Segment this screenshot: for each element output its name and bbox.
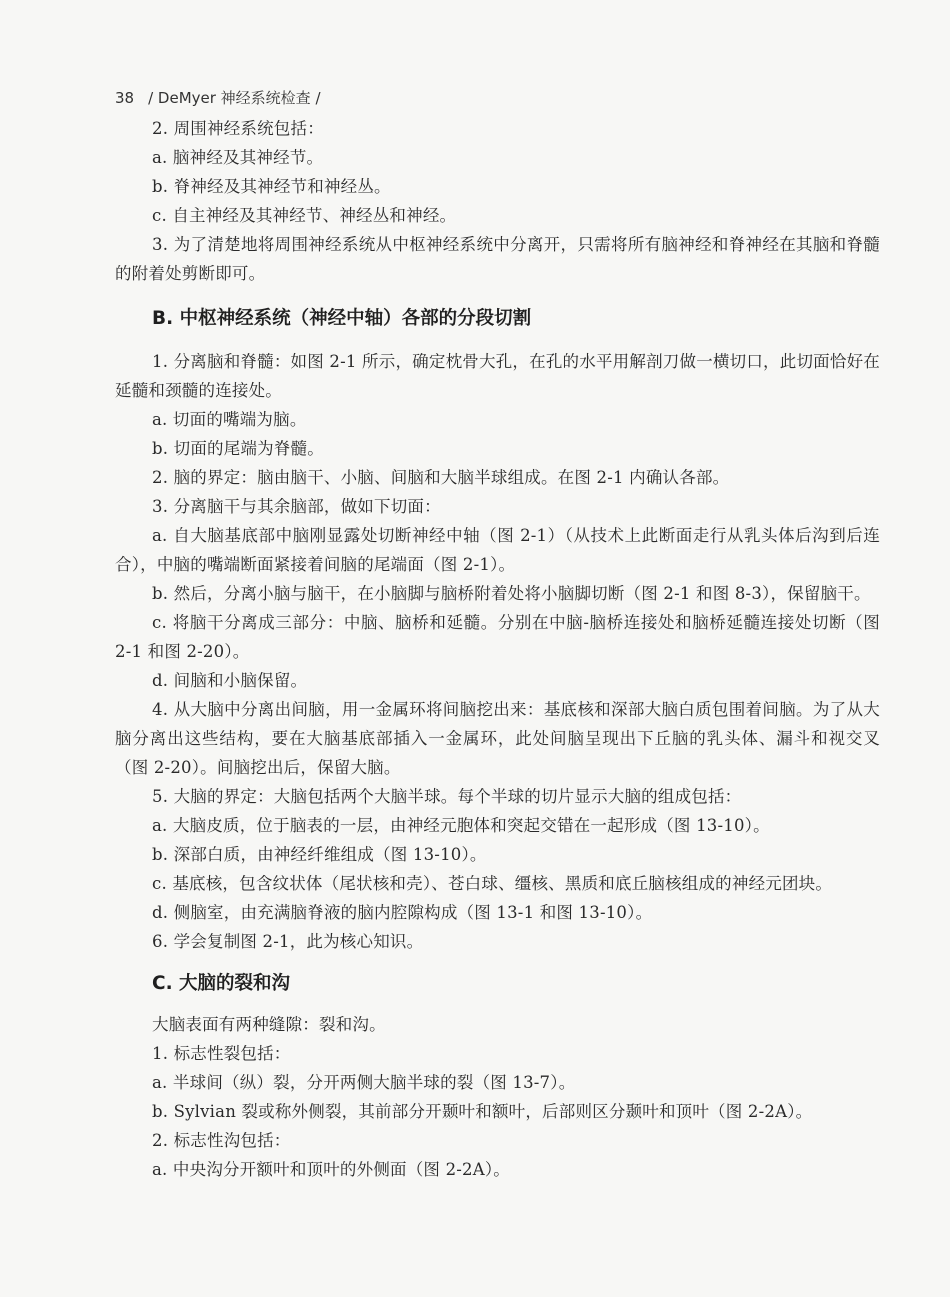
paragraph: c. 自主神经及其神经节、神经丛和神经。 <box>152 206 457 225</box>
paragraph: a. 脑神经及其神经节。 <box>152 148 324 167</box>
paragraph: 6. 学会复制图 2-1，此为核心知识。 <box>152 932 424 951</box>
section-heading-c: C. 大脑的裂和沟 <box>152 973 291 994</box>
paragraph: 2. 脑的界定：脑由脑干、小脑、间脑和大脑半球组成。在图 2-1 内确认各部。 <box>152 468 730 487</box>
paragraph: b. Sylvian 裂或称外侧裂，其前部分开颞叶和额叶，后部则区分颞叶和顶叶（图 2-2A）。 <box>152 1102 813 1121</box>
paragraph: 3. 为了清楚地将周围神经系统从中枢神经系统中分离开，只需将所有脑神经和脊神经在其脑和脊髓的附着处剪断即可。 <box>115 235 880 283</box>
paragraph: b. 然后，分离小脑与脑干，在小脑脚与脑桥附着处将小脑脚切断（图 2-1 和图 8-3），保留脑干。 <box>152 584 871 603</box>
paragraph: c. 基底核，包含纹状体（尾状核和壳）、苍白球、缰核、黑质和底丘脑核组成的神经元团块。 <box>152 874 833 893</box>
paragraph: 大脑表面有两种缝隙：裂和沟。 <box>152 1015 386 1034</box>
paragraph: a. 半球间（纵）裂，分开两侧大脑半球的裂（图 13-7）。 <box>152 1073 576 1092</box>
page-number: 38 <box>115 89 135 107</box>
paragraph: b. 脊神经及其神经节和神经丛。 <box>152 177 391 196</box>
paragraph: d. 间脑和小脑保留。 <box>152 671 308 690</box>
section-heading-b: B. 中枢神经系统（神经中轴）各部的分段切割 <box>152 308 532 329</box>
paragraph: 2. 标志性沟包括： <box>152 1131 291 1150</box>
paragraph: c. 将脑干分离成三部分：中脑、脑桥和延髓。分别在中脑-脑桥连接处和脑桥延髓连接处切断（图 2-1 和图 2-20）。 <box>115 613 880 661</box>
paragraph: b. 深部白质，由神经纤维组成（图 13-10）。 <box>152 845 487 864</box>
paragraph: a. 大脑皮质，位于脑表的一层，由神经元胞体和突起交错在一起形成（图 13-10）。 <box>152 816 770 835</box>
paragraph: 2. 周围神经系统包括： <box>152 119 324 138</box>
paragraph: a. 切面的嘴端为脑。 <box>152 410 307 429</box>
paragraph: b. 切面的尾端为脊髓。 <box>152 439 324 458</box>
running-title: / DeMyer 神经系统检查 / <box>148 89 321 107</box>
paragraph: 3. 分离脑干与其余脑部，做如下切面： <box>152 497 441 516</box>
paragraph: 4. 从大脑中分离出间脑，用一金属环将间脑挖出来：基底核和深部大脑白质包围着间脑。为了从大脑分离出这些结构，要在大脑基底部插入一金属环，此处间脑呈现出下丘脑的乳头体、漏斗和视交叉（图 2-20）。间脑挖出后，保留大脑。 <box>115 700 880 777</box>
paragraph: a. 自大脑基底部中脑刚显露处切断神经中轴（图 2-1）（从技术上此断面走行从乳头体后沟到后连合），中脑的嘴端断面紧接着间脑的尾端面（图 2-1）。 <box>115 526 880 574</box>
page-body <box>115 114 880 1184</box>
running-header <box>115 87 321 108</box>
paragraph: 1. 标志性裂包括： <box>152 1044 291 1063</box>
paragraph: 1. 分离脑和脊髓：如图 2-1 所示，确定枕骨大孔，在孔的水平用解剖刀做一横切口，此切面恰好在延髓和颈髓的连接处。 <box>115 352 880 400</box>
paragraph: a. 中央沟分开额叶和顶叶的外侧面（图 2-2A）。 <box>152 1160 511 1179</box>
paragraph: 5. 大脑的界定：大脑包括两个大脑半球。每个半球的切片显示大脑的组成包括： <box>152 787 742 806</box>
paragraph: d. 侧脑室，由充满脑脊液的脑内腔隙构成（图 13-1 和图 13-10）。 <box>152 903 653 922</box>
